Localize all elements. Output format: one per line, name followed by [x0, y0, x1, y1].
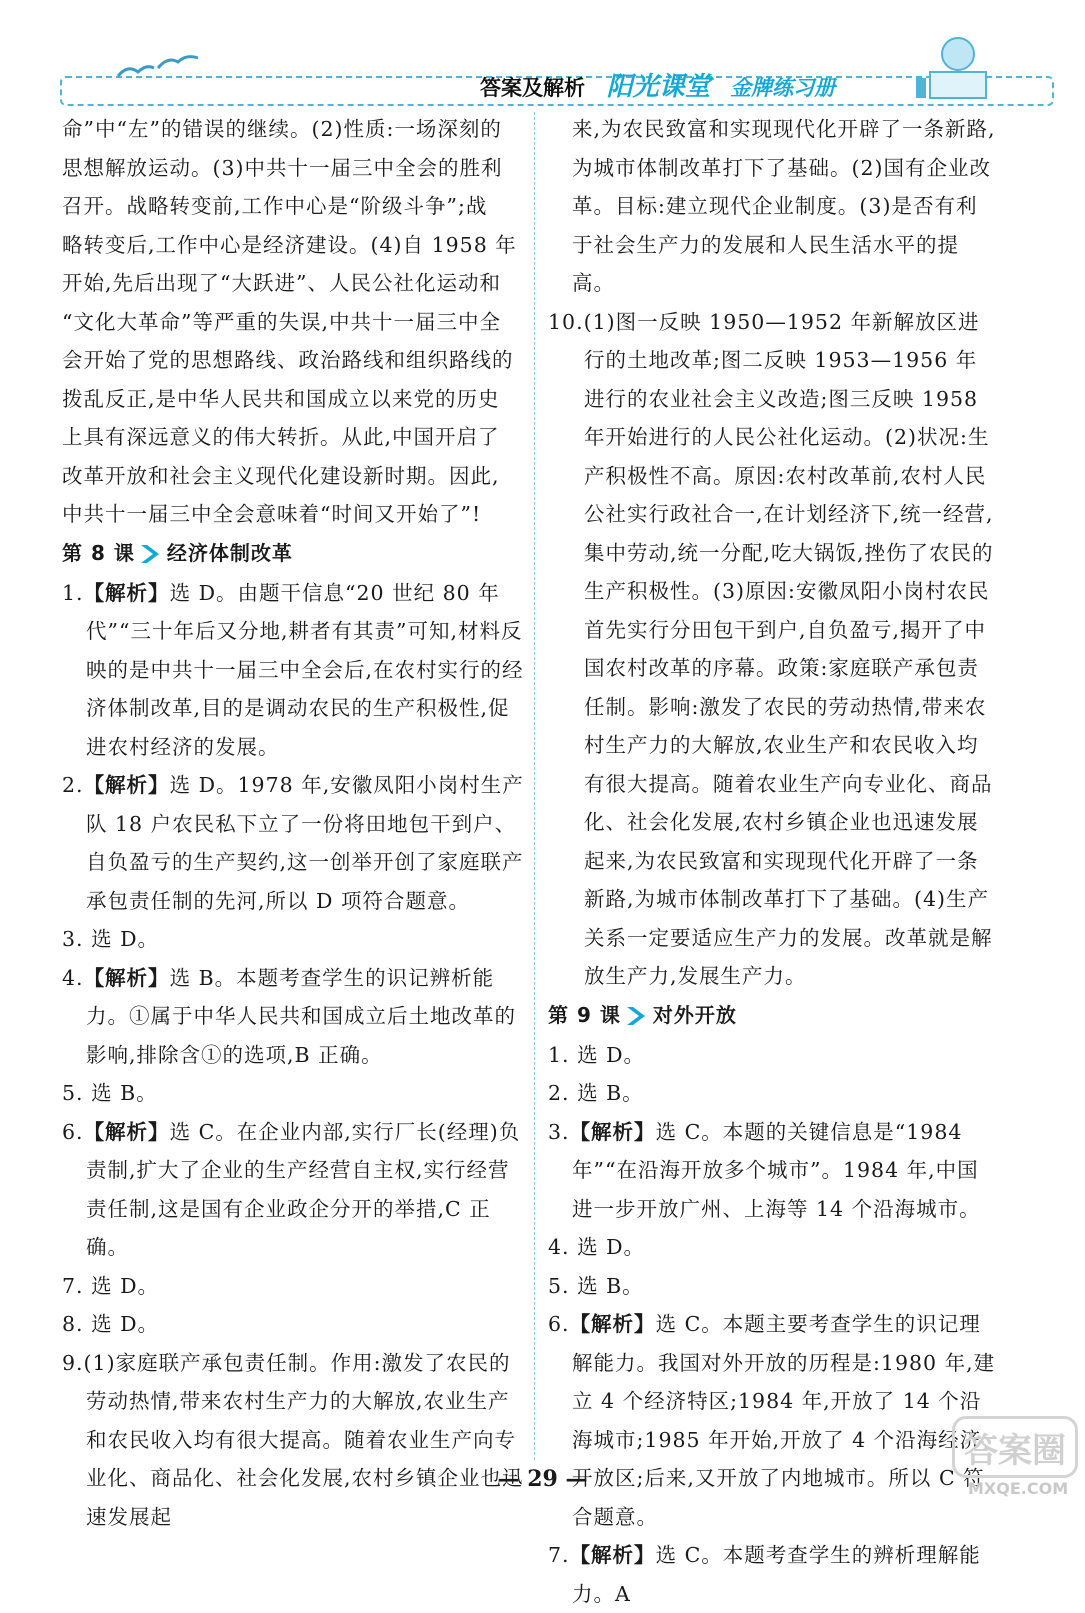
intro-line: 思想解放运动。(3)中共十一届三中全会的胜利 [62, 155, 503, 180]
intro-line: 改革开放和社会主义现代化建设新时期。因此, [62, 463, 500, 488]
left-column [62, 110, 524, 1536]
watermark-logo: 答案圈 [952, 1416, 1078, 1478]
answer-item: 5. 选 B。 [548, 1273, 644, 1298]
intro-line: 会开始了党的思想路线、政治路线和组织路线的 [62, 348, 514, 372]
answer-item: 10.(1)图一反映 1950—1952 年新解放区进行的土地改革;图二反映 1953—1956 年进行的农业社会主义改造;图三反映 1958 年开始进行的人民公社化运动。(2)状况:生产积极性不高。原因:农村改革前,农村人民公社实行政社合一,在计划经济下,统一经营,集中劳动,统一分配,吃大锅饭,挫伤了农民的生产积极性。(3)原因:安徽凤阳小岗村农民首先实行分田包干到户,自负盈亏,揭开了中国农村改革的序幕。政策:家庭联产承包责任制。影响:激发了农民的劳动热情,带来农村生产力的大解放,农业生产和农民收入均有很大提高。随着农业生产向专业化、商品化、社会化发展,农村乡镇企业也迅速发展起来,为农民致富和实现现代化开辟了一条新路,为城市体制改革打下了基础。(4)生产关系一定要适应生产力的发展。改革就是解放生产力,发展生产力。 [548, 309, 994, 988]
answer-item: 7. 选 D。 [62, 1273, 160, 1298]
answer-item: 3.【解析】选 C。本题的关键信息是“1984 年”“在沿海开放多个城市”。1984 年,中国进一步开放广州、上海等 14 个沿海城市。 [548, 1119, 981, 1221]
lesson-8-heading [62, 538, 524, 570]
answer-item: 4.【解析】选 B。本题考查学生的识记辨析能力。①属于中华人民共和国成立后土地改革的影响,排除含①的选项,B 正确。 [62, 965, 516, 1067]
trophy-icon [910, 32, 1000, 102]
answer-item: 6.【解析】选 C。本题主要考查学生的识记理解能力。我国对外开放的历程是:1980 年,建立 4 个经济特区;1984 年,开放了 14 个沿海城市;1985 年开始,开放了 4 个沿海经济开放区;后来,又开放了内地城市。所以 C 符合题意。 [548, 1312, 996, 1529]
intro-line: 召开。战略转变前,工作中心是“阶级斗争”;战 [62, 194, 488, 218]
answer-item: 1. 选 D。 [548, 1042, 646, 1067]
intro-line: 拨乱反正,是中华人民共和国成立以来党的历史 [62, 386, 500, 411]
answer-item: 6.【解析】选 C。在企业内部,实行厂长(经理)负责制,扩大了企业的生产经营自主权,实行经营责任制,这是国有企业政企分开的举措,C 正确。 [62, 1119, 521, 1259]
book-subtitle: 金牌练习册 [730, 76, 836, 100]
answer-item: 4. 选 D。 [548, 1235, 646, 1259]
answer-continuation: 来,为农民致富和实现现代化开辟了一条新路,为城市体制改革打下了基础。(2)国有企业改革。目标:建立现代企业制度。(3)是否有利于社会生产力的发展和人民生活水平的提高。 [572, 117, 996, 295]
watermark-url: MXQE.COM [968, 1479, 1069, 1498]
answer-item: 1.【解析】选 D。由题干信息“20 世纪 80 年代”“三十年后又分地,耕者有其责”可知,材料反映的是中共十一届三中全会后,在农村实行的经济体制改革,目的是调动农民的生产积极性,促进农村经济的发展。 [62, 580, 524, 759]
lesson-title: 对外开放 [652, 1003, 737, 1028]
answer-item: 2.【解析】选 D。1978 年,安徽凤阳小岗村生产队 18 户农民私下立了一份将田地包干到户、自负盈亏的生产契约,这一创举开创了家庭联产承包责任制的先河,所以 D 项符合题意。 [62, 773, 524, 913]
page-number: — 29 — [497, 1466, 588, 1492]
header-title [480, 66, 835, 103]
answer-item: 3. 选 D。 [62, 927, 160, 951]
intro-line: 上具有深远意义的伟大转折。从此,中国开启了 [62, 425, 500, 449]
birds-icon [98, 46, 218, 86]
intro-line: 略转变后,工作中心是经济建设。(4)自 1958 年 [62, 232, 517, 257]
answer-item: 8. 选 D。 [62, 1312, 160, 1336]
right-column [548, 110, 998, 1613]
intro-line: 开始,先后出现了“大跃进”、人民公社化运动和 [62, 271, 501, 295]
intro-paragraph [62, 110, 524, 534]
column-divider [534, 112, 535, 1460]
answer-item: 9.(1)家庭联产承包责任制。作用:激发了农民的劳动热情,带来农村生产力的大解放,农业生产和农民收入均有很大提高。随着农业生产向专业化、商品化、社会化发展,农村乡镇企业也迅速发展起 [62, 1350, 524, 1529]
answers-label: 答案及解析 [480, 76, 585, 100]
answer-item: 5. 选 B。 [62, 1081, 158, 1105]
intro-line: “文化大革命”等严重的失误,中共十一届三中全 [62, 309, 501, 334]
intro-line: 命”中“左”的错误的继续。(2)性质:一场深刻的 [62, 117, 502, 141]
brand-title: 阳光课堂 [606, 72, 711, 102]
answer-item: 2. 选 B。 [548, 1081, 644, 1105]
chevron-right-icon [137, 543, 165, 565]
page-header [50, 58, 1000, 102]
intro-line: 中共十一届三中全会意味着“时间又开始了”! [62, 502, 482, 526]
lesson-number: 第 8 课 [62, 541, 135, 566]
answer-item: 7.【解析】选 C。本题考查学生的辨析理解能力。A [548, 1543, 981, 1606]
lesson-number: 第 9 课 [548, 1003, 621, 1028]
chevron-right-icon [623, 1005, 651, 1027]
lesson-9-heading [548, 1000, 998, 1032]
lesson-title: 经济体制改革 [166, 541, 293, 566]
